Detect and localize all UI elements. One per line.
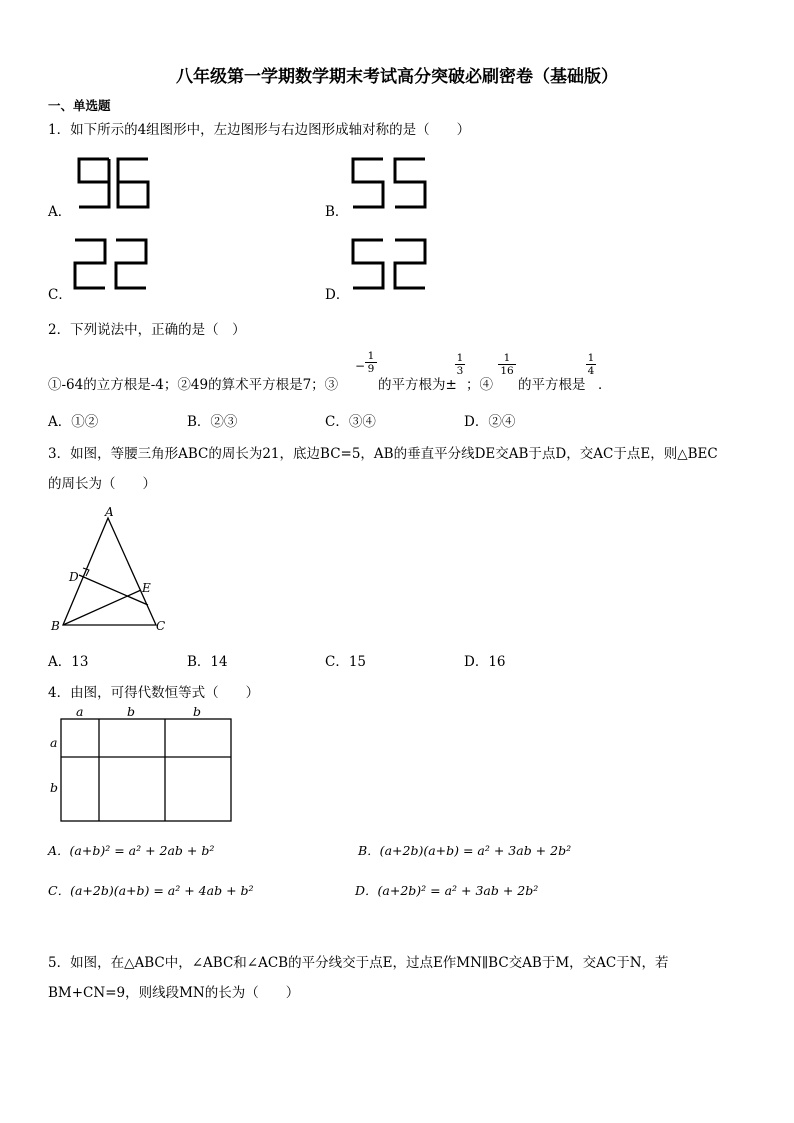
q4-rectangle-grid-figure xyxy=(60,718,235,824)
q3-option-c: C．15 xyxy=(325,654,367,670)
q2-option-b: B．②③ xyxy=(187,414,238,430)
q1-label-c: C． xyxy=(48,287,72,303)
q4-top-label-a: a xyxy=(76,704,84,719)
q4-stem: 4．由图，可得代数恒等式（ ） xyxy=(48,685,260,701)
q2-option-a: A．①② xyxy=(48,414,99,430)
q3-stem-line1: 3．如图，等腰三角形ABC的周长为21，底边BC=5，AB的垂直平分线DE交AB于点D，交AC于点E，则△BEC xyxy=(48,446,718,462)
denominator: 9 xyxy=(365,362,377,375)
q4-side-label-a: a xyxy=(50,735,58,750)
q3-stem-line2: 的周长为（ ） xyxy=(48,476,156,492)
q2-statement-part4: 的平方根是 xyxy=(518,377,586,393)
q2-option-d: D．②④ xyxy=(464,414,516,430)
q3-point-a-label: A xyxy=(105,505,114,519)
q2-option-c: C．③④ xyxy=(325,414,376,430)
q4-option-a: A．(a+b)² = a² + 2ab + b² xyxy=(48,843,215,858)
q4-top-label-b2: b xyxy=(193,704,202,719)
q2-fraction-one-quarter xyxy=(586,352,596,377)
q4-top-label-b1: b xyxy=(127,704,136,719)
q4-option-c: C．(a+2b)(a+b) = a² + 4ab + b² xyxy=(48,883,254,898)
q3-point-c-label: C xyxy=(156,619,166,633)
denominator: 16 xyxy=(498,364,516,377)
q2-fraction-one-third xyxy=(455,352,465,377)
q5-stem-line1: 5．如图，在△ABC中，∠ABC和∠ACB的平分线交于点E，过点E作MN∥BC交AB于M，交AC于N，若 xyxy=(48,955,669,971)
numerator: 1 xyxy=(367,350,375,362)
q1-label-a: A． xyxy=(48,204,72,220)
q4-option-b: B．(a+2b)(a+b) = a² + 3ab + 2b² xyxy=(358,843,572,858)
numerator: 1 xyxy=(503,352,511,364)
q3-triangle-figure xyxy=(48,505,178,635)
q3-option-d: D．16 xyxy=(464,654,506,670)
q3-point-b-label: B xyxy=(51,619,60,633)
q2-stem: 2．下列说法中，正确的是（ ） xyxy=(48,322,246,338)
q4-option-d: D．(a+2b)² = a² + 3ab + 2b² xyxy=(355,883,539,898)
q4-side-label-b: b xyxy=(50,780,59,795)
numerator: 1 xyxy=(587,352,595,364)
q5-stem-line2: BM+CN=9，则线段MN的长为（ ） xyxy=(48,985,300,1001)
denominator: 3 xyxy=(456,365,464,377)
q1-figure-d xyxy=(350,236,430,294)
q2-fraction-one-sixteenth xyxy=(498,352,516,377)
q3-point-e-label: E xyxy=(142,581,151,595)
page-title: 八年级第一学期数学期末考试高分突破必刷密卷（基础版） xyxy=(176,67,618,87)
q1-figure-c xyxy=(72,236,152,294)
q1-figure-b xyxy=(350,155,430,213)
q2-statement-part2: 的平方根为± xyxy=(378,377,457,393)
q2-statement-part1: ①-64的立方根是-4；②49的算术平方根是7；③ xyxy=(48,377,339,393)
minus-sign: − xyxy=(355,359,366,373)
denominator: 4 xyxy=(587,365,595,377)
q1-figure-a xyxy=(76,155,156,213)
q1-stem: 1．如下所示的4组图形中，左边图形与右边图形成轴对称的是（ ） xyxy=(48,122,471,138)
q3-point-d-label: D xyxy=(69,570,79,584)
q3-option-b: B．14 xyxy=(187,654,228,670)
numerator: 1 xyxy=(456,352,464,364)
q1-label-b: B． xyxy=(325,204,349,220)
q1-label-d: D． xyxy=(325,287,350,303)
q2-statement-end: ． xyxy=(598,377,612,393)
q3-option-a: A．13 xyxy=(48,654,89,670)
q2-statement-part3: ；④ xyxy=(466,377,493,393)
section-heading: 一、单选题 xyxy=(48,98,111,113)
